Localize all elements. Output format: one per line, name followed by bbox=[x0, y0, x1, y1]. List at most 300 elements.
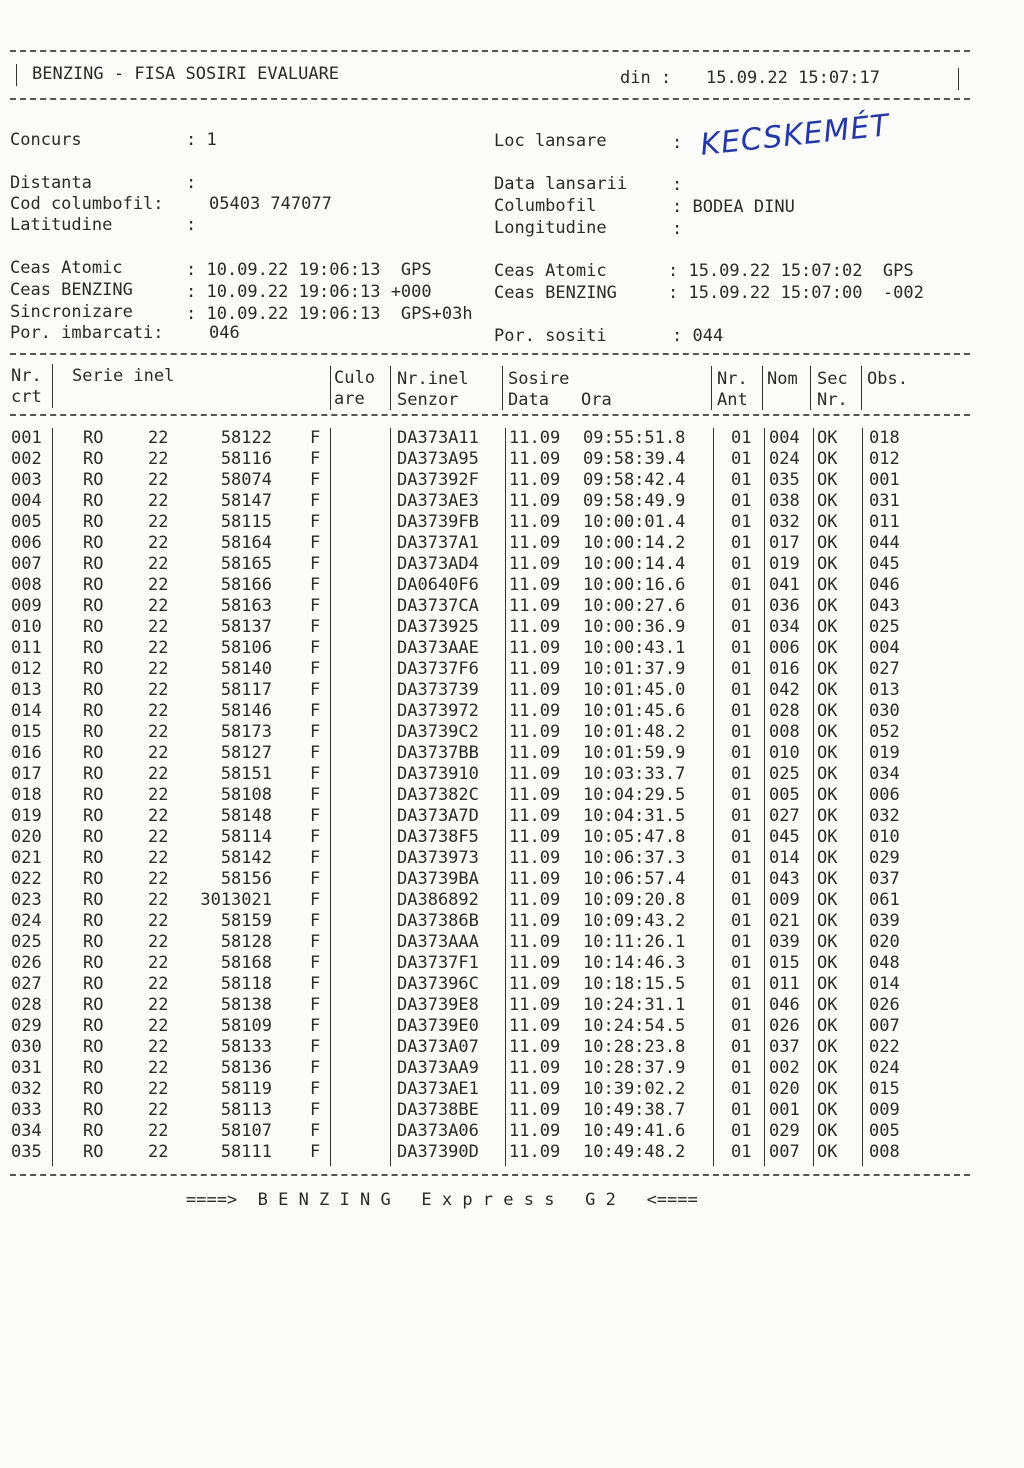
cell-obs: 030 bbox=[869, 701, 900, 721]
cell-sec: OK bbox=[817, 470, 838, 490]
cell-sec: OK bbox=[817, 428, 838, 448]
imbarcati-label: Por. imbarcati: bbox=[10, 323, 164, 343]
cell-obs: 034 bbox=[869, 764, 900, 784]
cell-sec: OK bbox=[817, 617, 838, 637]
latitudine-label: Latitudine bbox=[10, 215, 113, 235]
cell-dat: 11.09 bbox=[509, 890, 561, 910]
cell-ant: 01 bbox=[731, 1121, 752, 1141]
cell-sen: DA373AE1 bbox=[397, 1079, 479, 1099]
cell-sex: F bbox=[310, 491, 321, 511]
cell-sec: OK bbox=[817, 785, 838, 805]
cell-dat: 11.09 bbox=[509, 995, 561, 1015]
cell-nr: 029 bbox=[11, 1016, 42, 1036]
cell-yr: 22 bbox=[148, 1037, 169, 1057]
cell-dat: 11.09 bbox=[509, 701, 561, 721]
cell-yr: 22 bbox=[148, 869, 169, 889]
cell-ora: 10:01:37.9 bbox=[583, 659, 686, 679]
cell-sen: DA3737A1 bbox=[397, 533, 479, 553]
cell-sex: F bbox=[310, 575, 321, 595]
col-senzor-header-1: Nr.inel bbox=[397, 369, 469, 389]
cell-nom: 016 bbox=[769, 659, 800, 679]
cell-sec: OK bbox=[817, 806, 838, 826]
cell-yr: 22 bbox=[148, 701, 169, 721]
sep-nom bbox=[810, 366, 811, 410]
table-row bbox=[0, 617, 1024, 638]
cell-yr: 22 bbox=[148, 428, 169, 448]
cell-nom: 029 bbox=[769, 1121, 800, 1141]
cell-nr: 030 bbox=[11, 1037, 42, 1057]
cell-sec: OK bbox=[817, 533, 838, 553]
cell-obs: 015 bbox=[869, 1079, 900, 1099]
cell-yr: 22 bbox=[148, 974, 169, 994]
cell-obs: 005 bbox=[869, 1121, 900, 1141]
cell-ring: 58107 bbox=[220, 1121, 272, 1141]
cell-sen: DA373739 bbox=[397, 680, 479, 700]
cell-sen: DA373AAA bbox=[397, 932, 479, 952]
cell-nr: 016 bbox=[11, 743, 42, 763]
cell-ant: 01 bbox=[731, 806, 752, 826]
sep-sosire bbox=[711, 366, 712, 410]
loc-lansare-handwritten: KECSKEMÉT bbox=[698, 108, 892, 163]
loc-lansare-sep: : bbox=[672, 133, 683, 153]
cell-sex: F bbox=[310, 680, 321, 700]
cell-nr: 009 bbox=[11, 596, 42, 616]
cell-nr: 019 bbox=[11, 806, 42, 826]
cell-ora: 10:39:02.2 bbox=[583, 1079, 686, 1099]
cell-nr: 003 bbox=[11, 470, 42, 490]
col-nr-header-1: Nr. bbox=[11, 366, 42, 386]
ceas-atomic-2-value: : 15.09.22 15:07:02 GPS bbox=[668, 261, 914, 281]
cell-nr: 008 bbox=[11, 575, 42, 595]
cell-yr: 22 bbox=[148, 638, 169, 658]
cod-columbofil-value: 05403 747077 bbox=[209, 194, 332, 214]
table-row bbox=[0, 1016, 1024, 1037]
cell-sex: F bbox=[310, 764, 321, 784]
cell-obs: 045 bbox=[869, 554, 900, 574]
cell-sex: F bbox=[310, 722, 321, 742]
cell-nr: 002 bbox=[11, 449, 42, 469]
table-row bbox=[0, 428, 1024, 449]
data-lansarii-sep: : bbox=[672, 175, 683, 195]
table-row bbox=[0, 1037, 1024, 1058]
cell-ora: 10:18:15.5 bbox=[583, 974, 686, 994]
cell-obs: 019 bbox=[869, 743, 900, 763]
cell-nom: 020 bbox=[769, 1079, 800, 1099]
cell-dat: 11.09 bbox=[509, 1121, 561, 1141]
cell-ring: 58137 bbox=[220, 617, 272, 637]
cell-dat: 11.09 bbox=[509, 1016, 561, 1036]
cell-ora: 10:49:48.2 bbox=[583, 1142, 686, 1162]
cell-sec: OK bbox=[817, 554, 838, 574]
cell-ant: 01 bbox=[731, 512, 752, 532]
cell-nr: 024 bbox=[11, 911, 42, 931]
cell-ora: 10:00:43.1 bbox=[583, 638, 686, 658]
cell-ant: 01 bbox=[731, 764, 752, 784]
col-nom-header: Nom bbox=[767, 369, 798, 389]
cell-obs: 052 bbox=[869, 722, 900, 742]
cell-ant: 01 bbox=[731, 1100, 752, 1120]
cell-cc: RO bbox=[83, 806, 104, 826]
cell-dat: 11.09 bbox=[509, 1079, 561, 1099]
imbarcati-value: 046 bbox=[209, 323, 240, 343]
cell-ant: 01 bbox=[731, 491, 752, 511]
latitudine-sep: : bbox=[186, 215, 197, 235]
cell-ora: 10:04:29.5 bbox=[583, 785, 686, 805]
cell-sen: DA373A7D bbox=[397, 806, 479, 826]
cell-dat: 11.09 bbox=[509, 806, 561, 826]
table-row bbox=[0, 911, 1024, 932]
cell-sen: DA373AA9 bbox=[397, 1058, 479, 1078]
cell-ring: 58133 bbox=[220, 1037, 272, 1057]
cell-sex: F bbox=[310, 470, 321, 490]
cell-obs: 022 bbox=[869, 1037, 900, 1057]
cell-nom: 019 bbox=[769, 554, 800, 574]
cell-yr: 22 bbox=[148, 1142, 169, 1162]
ceas-benzing-label: Ceas BENZING bbox=[10, 280, 133, 300]
cell-nom: 045 bbox=[769, 827, 800, 847]
cell-obs: 043 bbox=[869, 596, 900, 616]
cell-sec: OK bbox=[817, 1079, 838, 1099]
cell-sex: F bbox=[310, 1037, 321, 1057]
cell-cc: RO bbox=[83, 659, 104, 679]
table-row bbox=[0, 1142, 1024, 1163]
cell-nom: 021 bbox=[769, 911, 800, 931]
cell-cc: RO bbox=[83, 701, 104, 721]
cell-cc: RO bbox=[83, 449, 104, 469]
cell-nr: 026 bbox=[11, 953, 42, 973]
cell-nr: 017 bbox=[11, 764, 42, 784]
cell-obs: 025 bbox=[869, 617, 900, 637]
cell-ant: 01 bbox=[731, 659, 752, 679]
cell-dat: 11.09 bbox=[509, 1142, 561, 1162]
col-serie-header: Serie inel bbox=[72, 366, 175, 386]
table-row bbox=[0, 554, 1024, 575]
cell-nom: 034 bbox=[769, 617, 800, 637]
cell-sec: OK bbox=[817, 512, 838, 532]
col-data-header: Data bbox=[508, 390, 549, 410]
cell-sex: F bbox=[310, 932, 321, 952]
cell-ora: 10:11:26.1 bbox=[583, 932, 686, 952]
cell-dat: 11.09 bbox=[509, 449, 561, 469]
col-senzor-header-2: Senzor bbox=[397, 390, 459, 410]
cell-sen: DA3738BE bbox=[397, 1100, 479, 1120]
table-row bbox=[0, 785, 1024, 806]
cell-dat: 11.09 bbox=[509, 932, 561, 952]
cell-yr: 22 bbox=[148, 1016, 169, 1036]
cell-sex: F bbox=[310, 848, 321, 868]
cell-ring: 58113 bbox=[220, 1100, 272, 1120]
cell-sec: OK bbox=[817, 848, 838, 868]
cell-sex: F bbox=[310, 974, 321, 994]
cell-ring: 58122 bbox=[220, 428, 272, 448]
cell-sec: OK bbox=[817, 1100, 838, 1120]
cell-sec: OK bbox=[817, 953, 838, 973]
cell-cc: RO bbox=[83, 911, 104, 931]
cell-sex: F bbox=[310, 827, 321, 847]
cell-dat: 11.09 bbox=[509, 911, 561, 931]
cell-ant: 01 bbox=[731, 974, 752, 994]
table-row bbox=[0, 1121, 1024, 1142]
footer-banner: ====> B E N Z I N G E x p r e s s G 2 <==== bbox=[186, 1190, 698, 1210]
table-row bbox=[0, 1100, 1024, 1121]
cell-sex: F bbox=[310, 869, 321, 889]
sositi-label: Por. sositi bbox=[494, 326, 607, 346]
cell-ring: 58151 bbox=[220, 764, 272, 784]
cell-ora: 09:58:42.4 bbox=[583, 470, 686, 490]
table-row bbox=[0, 743, 1024, 764]
cell-ant: 01 bbox=[731, 1016, 752, 1036]
cell-dat: 11.09 bbox=[509, 1058, 561, 1078]
cell-ant: 01 bbox=[731, 470, 752, 490]
cell-ring: 58166 bbox=[220, 575, 272, 595]
distanta-label: Distanta bbox=[10, 173, 92, 193]
table-row bbox=[0, 974, 1024, 995]
cell-obs: 031 bbox=[869, 491, 900, 511]
cell-sen: DA373A07 bbox=[397, 1037, 479, 1057]
cell-sex: F bbox=[310, 701, 321, 721]
cell-cc: RO bbox=[83, 1142, 104, 1162]
table-row bbox=[0, 932, 1024, 953]
cell-obs: 037 bbox=[869, 869, 900, 889]
col-obs-header: Obs. bbox=[867, 369, 908, 389]
cell-sex: F bbox=[310, 911, 321, 931]
cell-nom: 027 bbox=[769, 806, 800, 826]
cell-nr: 032 bbox=[11, 1079, 42, 1099]
sositi-value: : 044 bbox=[672, 326, 724, 346]
cell-dat: 11.09 bbox=[509, 596, 561, 616]
sincronizare-value: : 10.09.22 19:06:13 GPS+03h bbox=[186, 304, 473, 324]
table-row bbox=[0, 470, 1024, 491]
cell-sec: OK bbox=[817, 932, 838, 952]
cell-nr: 035 bbox=[11, 1142, 42, 1162]
cell-ant: 01 bbox=[731, 449, 752, 469]
ceas-benzing-2-label: Ceas BENZING bbox=[494, 283, 617, 303]
cell-ant: 01 bbox=[731, 575, 752, 595]
header-divider bbox=[10, 98, 970, 100]
cell-nr: 010 bbox=[11, 617, 42, 637]
cell-sex: F bbox=[310, 1079, 321, 1099]
col-ant-header-1: Nr. bbox=[717, 369, 748, 389]
cell-obs: 046 bbox=[869, 575, 900, 595]
cell-yr: 22 bbox=[148, 785, 169, 805]
cell-sen: DA0640F6 bbox=[397, 575, 479, 595]
cell-sec: OK bbox=[817, 1037, 838, 1057]
longitudine-sep: : bbox=[672, 219, 683, 239]
cell-ant: 01 bbox=[731, 1079, 752, 1099]
cell-cc: RO bbox=[83, 722, 104, 742]
cell-ring: 58108 bbox=[220, 785, 272, 805]
cell-nom: 008 bbox=[769, 722, 800, 742]
cell-nom: 010 bbox=[769, 743, 800, 763]
table-row bbox=[0, 449, 1024, 470]
cell-sen: DA373AE3 bbox=[397, 491, 479, 511]
cell-sec: OK bbox=[817, 722, 838, 742]
cell-obs: 013 bbox=[869, 680, 900, 700]
cell-dat: 11.09 bbox=[509, 869, 561, 889]
cell-sen: DA373A06 bbox=[397, 1121, 479, 1141]
cell-obs: 001 bbox=[869, 470, 900, 490]
table-row bbox=[0, 764, 1024, 785]
cell-ora: 10:04:31.5 bbox=[583, 806, 686, 826]
cell-ring: 58074 bbox=[220, 470, 272, 490]
cell-cc: RO bbox=[83, 974, 104, 994]
table-row bbox=[0, 533, 1024, 554]
cell-sex: F bbox=[310, 890, 321, 910]
cell-sex: F bbox=[310, 743, 321, 763]
cell-sec: OK bbox=[817, 911, 838, 931]
cell-sec: OK bbox=[817, 743, 838, 763]
cell-nr: 011 bbox=[11, 638, 42, 658]
cell-ora: 10:09:20.8 bbox=[583, 890, 686, 910]
cell-ora: 10:28:23.8 bbox=[583, 1037, 686, 1057]
cell-nom: 037 bbox=[769, 1037, 800, 1057]
cell-ring: 58106 bbox=[220, 638, 272, 658]
cell-obs: 061 bbox=[869, 890, 900, 910]
cell-sex: F bbox=[310, 1121, 321, 1141]
ceas-benzing-value: : 10.09.22 19:06:13 +000 bbox=[186, 282, 432, 302]
cell-sex: F bbox=[310, 1058, 321, 1078]
cell-yr: 22 bbox=[148, 764, 169, 784]
cell-ring: 58116 bbox=[220, 449, 272, 469]
cell-nr: 031 bbox=[11, 1058, 42, 1078]
table-row bbox=[0, 596, 1024, 617]
cell-nr: 005 bbox=[11, 512, 42, 532]
cell-nom: 032 bbox=[769, 512, 800, 532]
cell-ring: 58115 bbox=[220, 512, 272, 532]
cell-ora: 10:09:43.2 bbox=[583, 911, 686, 931]
cell-dat: 11.09 bbox=[509, 470, 561, 490]
cell-nom: 041 bbox=[769, 575, 800, 595]
cell-obs: 026 bbox=[869, 995, 900, 1015]
loc-lansare-label: Loc lansare bbox=[494, 131, 607, 151]
ceas-atomic-2-label: Ceas Atomic bbox=[494, 261, 607, 281]
cell-nom: 038 bbox=[769, 491, 800, 511]
cell-obs: 006 bbox=[869, 785, 900, 805]
header-left-bar bbox=[16, 64, 17, 86]
cell-yr: 22 bbox=[148, 995, 169, 1015]
cell-cc: RO bbox=[83, 638, 104, 658]
table-row bbox=[0, 827, 1024, 848]
cell-sen: DA3739BA bbox=[397, 869, 479, 889]
cell-cc: RO bbox=[83, 1079, 104, 1099]
cell-ant: 01 bbox=[731, 785, 752, 805]
cell-cc: RO bbox=[83, 1058, 104, 1078]
ceas-atomic-value: : 10.09.22 19:06:13 GPS bbox=[186, 260, 432, 280]
cell-obs: 008 bbox=[869, 1142, 900, 1162]
cell-ora: 10:01:45.6 bbox=[583, 701, 686, 721]
cell-ora: 10:06:57.4 bbox=[583, 869, 686, 889]
cell-ring: 58136 bbox=[220, 1058, 272, 1078]
cell-sec: OK bbox=[817, 701, 838, 721]
sep-culoare-left bbox=[330, 366, 331, 410]
cell-yr: 22 bbox=[148, 659, 169, 679]
cell-sec: OK bbox=[817, 827, 838, 847]
cell-nr: 018 bbox=[11, 785, 42, 805]
cell-sex: F bbox=[310, 449, 321, 469]
cell-cc: RO bbox=[83, 743, 104, 763]
cell-sen: DA373910 bbox=[397, 764, 479, 784]
table-row bbox=[0, 722, 1024, 743]
cell-sex: F bbox=[310, 428, 321, 448]
cell-dat: 11.09 bbox=[509, 743, 561, 763]
cell-sen: DA37386B bbox=[397, 911, 479, 931]
cell-nr: 020 bbox=[11, 827, 42, 847]
cell-nr: 001 bbox=[11, 428, 42, 448]
cell-ant: 01 bbox=[731, 1058, 752, 1078]
sep-nr bbox=[52, 364, 53, 408]
cell-cc: RO bbox=[83, 890, 104, 910]
cell-sec: OK bbox=[817, 449, 838, 469]
cell-ant: 01 bbox=[731, 743, 752, 763]
cell-sec: OK bbox=[817, 638, 838, 658]
cell-yr: 22 bbox=[148, 806, 169, 826]
cell-ora: 10:00:36.9 bbox=[583, 617, 686, 637]
cell-dat: 11.09 bbox=[509, 722, 561, 742]
table-row bbox=[0, 890, 1024, 911]
cell-ora: 10:01:45.0 bbox=[583, 680, 686, 700]
cell-cc: RO bbox=[83, 932, 104, 952]
cell-ring: 58111 bbox=[220, 1142, 272, 1162]
cell-yr: 22 bbox=[148, 512, 169, 532]
report-datetime: 15.09.22 15:07:17 bbox=[706, 68, 880, 88]
table-row bbox=[0, 680, 1024, 701]
cell-nom: 006 bbox=[769, 638, 800, 658]
cell-ring: 58165 bbox=[220, 554, 272, 574]
cell-obs: 018 bbox=[869, 428, 900, 448]
cell-cc: RO bbox=[83, 1037, 104, 1057]
cell-ant: 01 bbox=[731, 638, 752, 658]
col-sec-header-2: Nr. bbox=[817, 390, 848, 410]
cell-sen: DA37390D bbox=[397, 1142, 479, 1162]
cell-obs: 039 bbox=[869, 911, 900, 931]
cell-ora: 09:58:49.9 bbox=[583, 491, 686, 511]
cell-yr: 22 bbox=[148, 890, 169, 910]
sep-sec bbox=[861, 366, 862, 410]
sep-culoare-right bbox=[390, 366, 391, 410]
cell-ant: 01 bbox=[731, 701, 752, 721]
cell-ring: 58163 bbox=[220, 596, 272, 616]
cell-obs: 007 bbox=[869, 1016, 900, 1036]
cell-ring: 58140 bbox=[220, 659, 272, 679]
cell-nom: 014 bbox=[769, 848, 800, 868]
cell-cc: RO bbox=[83, 428, 104, 448]
cell-yr: 22 bbox=[148, 743, 169, 763]
cell-sec: OK bbox=[817, 764, 838, 784]
cell-yr: 22 bbox=[148, 722, 169, 742]
cell-ant: 01 bbox=[731, 428, 752, 448]
cell-yr: 22 bbox=[148, 575, 169, 595]
cell-sex: F bbox=[310, 659, 321, 679]
cell-nom: 015 bbox=[769, 953, 800, 973]
cell-sec: OK bbox=[817, 1016, 838, 1036]
cell-sex: F bbox=[310, 1142, 321, 1162]
cell-cc: RO bbox=[83, 953, 104, 973]
cell-dat: 11.09 bbox=[509, 974, 561, 994]
cell-dat: 11.09 bbox=[509, 512, 561, 532]
cell-ring: 58114 bbox=[220, 827, 272, 847]
sep-senzor bbox=[502, 366, 503, 410]
cell-obs: 009 bbox=[869, 1100, 900, 1120]
header-right-bar bbox=[958, 68, 959, 90]
cell-ora: 10:01:59.9 bbox=[583, 743, 686, 763]
col-ora-header: Ora bbox=[581, 390, 612, 410]
cell-sec: OK bbox=[817, 890, 838, 910]
col-sosire-header: Sosire bbox=[508, 369, 570, 389]
cell-ant: 01 bbox=[731, 533, 752, 553]
cell-cc: RO bbox=[83, 869, 104, 889]
table-bottom-divider bbox=[10, 1174, 970, 1176]
table-row bbox=[0, 869, 1024, 890]
